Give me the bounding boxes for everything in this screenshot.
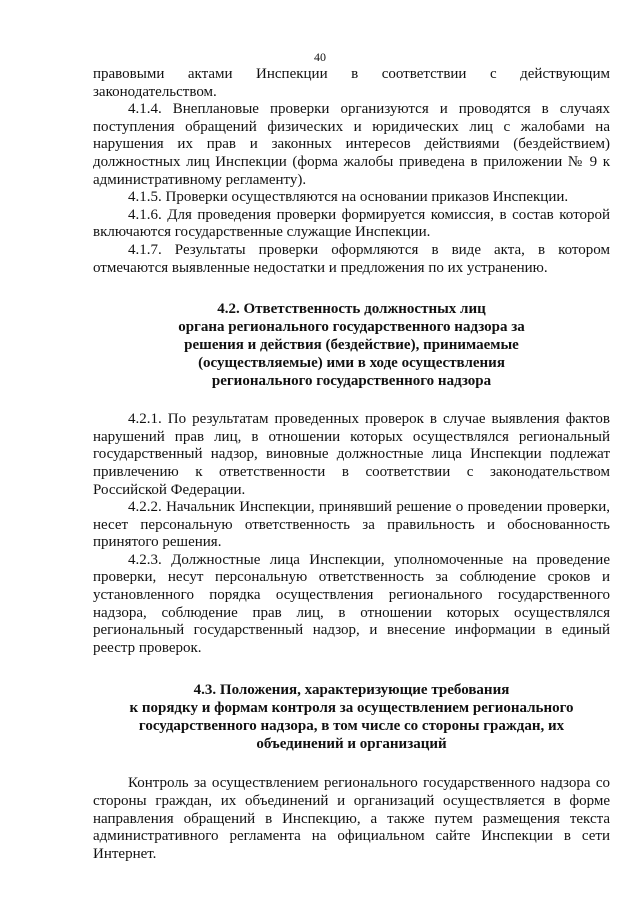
heading-line: 4.3. Положения, характеризующие требования xyxy=(193,682,510,699)
paragraph-4-2-1: 4.2.1. По результатам проведенных проверок в случае выявления фактов нарушений прав лиц, в отношении которых осуществлялся региональный государственный надзор, виновные должностные лица Инспекции подлежат привлечению к ответственности в соответствии с законодательством Российской Федерации. xyxy=(93,411,610,498)
paragraph-continuation: правовыми актами Инспекции в соответствии с действующим законодательством. xyxy=(93,66,610,100)
paragraph-4-2-3: 4.2.3. Должностные лица Инспекции, уполномоченные на проведение проверки, несут персональную ответственность за соблюдение сроков и установленного порядка осуществления регионального государственного надзора, соблюдение прав лиц, в отношении которых осуществлялся региональный государственный надзор, и внесение информации в единый реестр проверок. xyxy=(93,551,610,656)
heading-line: регионального государственного надзора xyxy=(211,373,492,390)
heading-line: органа регионального государственного надзора за xyxy=(178,319,525,336)
section-heading-4-3 xyxy=(93,681,610,753)
heading-line: объединений и организаций xyxy=(256,736,447,753)
heading-line: к порядку и формам контроля за осуществлением регионального xyxy=(129,700,574,717)
page-number: 40 xyxy=(314,50,326,64)
heading-line: (осуществляемые) ими в ходе осуществления xyxy=(198,355,505,372)
page-body xyxy=(93,66,610,863)
paragraph-4-1-7: 4.1.7. Результаты проверки оформляются в виде акта, в котором отмечаются выявленные недостатки и предложения по их устранению. xyxy=(93,241,610,276)
paragraph-4-1-6: 4.1.6. Для проведения проверки формируется комиссия, в состав которой включаются государственные служащие Инспекции. xyxy=(93,206,610,241)
paragraph-4-1-4: 4.1.4. Внеплановые проверки организуются и проводятся в случаях поступления обращений физических и юридических лиц с жалобами на нарушения их прав и законных интересов действиями (бездействием) должностных лиц Инспекции (форма жалобы приведена в приложении № 9 к административному регламенту). xyxy=(93,101,610,188)
section-heading-4-2 xyxy=(93,300,610,390)
paragraph-4-3-control: Контроль за осуществлением регионального государственного надзора со стороны граждан, их объединений и организаций осуществляется в форме направления обращений в Инспекцию, а также путем размещения текста административного регламента на официальном сайте Инспекции в сети Интернет. xyxy=(93,775,610,862)
heading-line: решения и действия (бездействие), принимаемые xyxy=(184,337,519,354)
paragraph-4-2-2: 4.2.2. Начальник Инспекции, принявший решение о проведении проверки, несет персональную ответственность за правильность и обоснованность принятого решения. xyxy=(93,499,610,551)
heading-line: государственного надзора, в том числе со стороны граждан, их xyxy=(138,718,565,735)
paragraph-4-1-5: 4.1.5. Проверки осуществляются на основании приказов Инспекции. xyxy=(128,189,569,206)
heading-line: 4.2. Ответственность должностных лиц xyxy=(217,301,486,318)
